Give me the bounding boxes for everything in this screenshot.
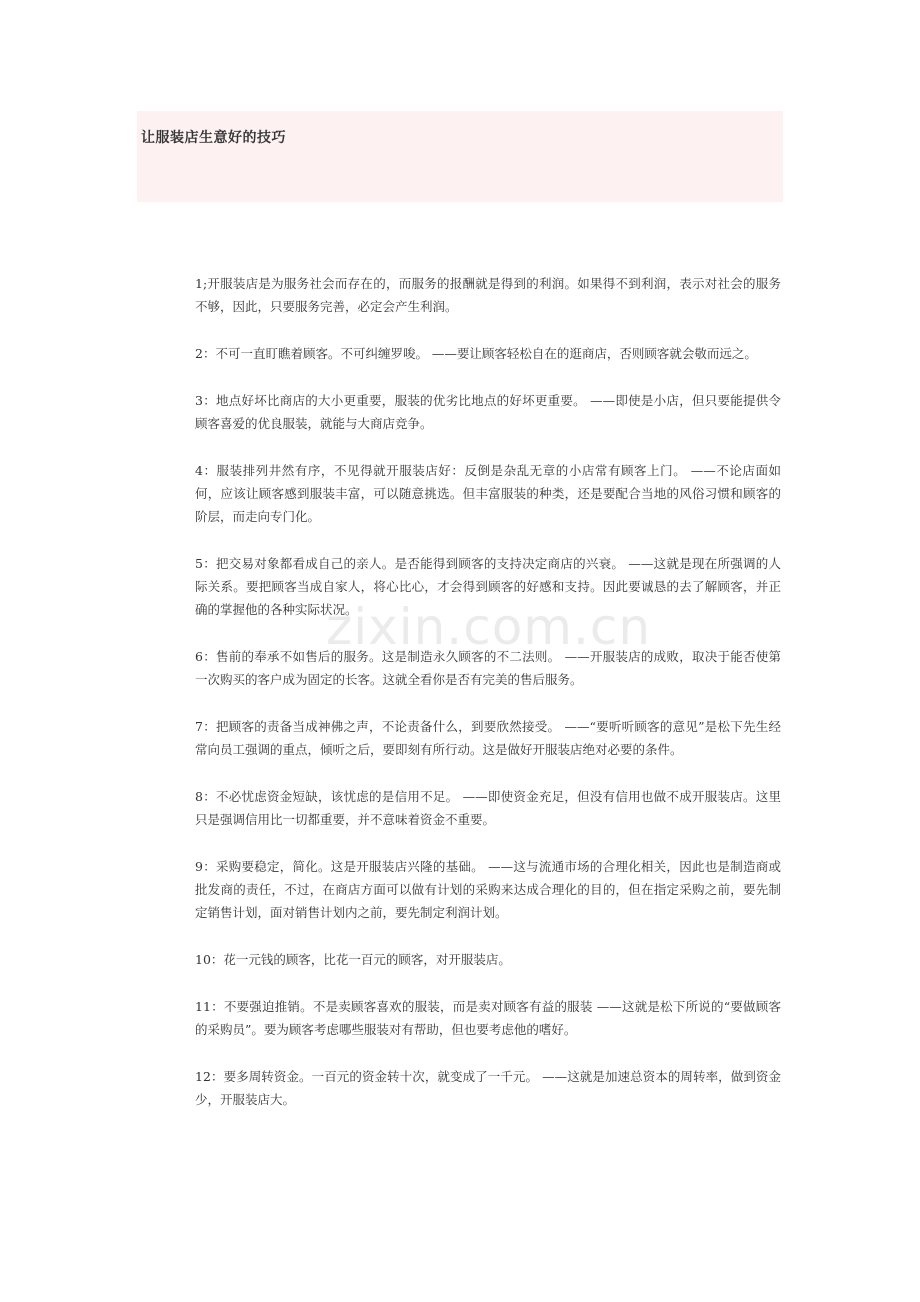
paragraph-4: 4：服装排列井然有序，不见得就开服装店好：反倒是杂乱无章的小店常有顾客上门。 ——不论店面如何，应该让顾客感到服装丰富，可以随意挑选。但丰富服装的种类，还是要配合当地的风俗习惯和顾客的阶层，而走向专门化。 <box>195 463 781 524</box>
paragraph-6: 6：售前的奉承不如售后的服务。这是制造永久顾客的不二法则。 ——开服装店的成败，取决于能否使第一次购买的客户成为固定的长客。这就全看你是否有完美的售后服务。 <box>195 649 781 687</box>
page-title: 让服装店生意好的技巧 <box>141 130 286 146</box>
title-banner <box>137 111 783 202</box>
paragraph-7: 7：把顾客的责备当成神佛之声，不论责备什么，到要欣然接受。 ——“要听听顾客的意见”是松下先生经常向员工强调的重点，倾听之后，要即刻有所行动。这是做好开服装店绝对必要的条件。 <box>195 719 781 757</box>
watermark: zixin.com.cn <box>326 598 652 656</box>
paragraph-3: 3：地点好坏比商店的大小更重要，服装的优劣比地点的好坏更重要。 ——即使是小店，但只要能提供令顾客喜爱的优良服装，就能与大商店竞争。 <box>195 393 781 431</box>
paragraph-1: 1;开服装店是为服务社会而存在的，而服务的报酬就是得到的利润。如果得不到利润，表示对社会的服务不够，因此，只要服务完善，必定会产生利润。 <box>195 276 781 314</box>
paragraph-10: 10：花一元钱的顾客，比花一百元的顾客，对开服装店。 <box>195 952 511 967</box>
paragraph-11: 11：不要强迫推销。不是卖顾客喜欢的服装，而是卖对顾客有益的服装 ——这就是松下所说的“要做顾客的采购员”。要为顾客考虑哪些服装对有帮助，但也要考虑他的嗜好。 <box>195 999 781 1037</box>
paragraph-12: 12：要多周转资金。一百元的资金转十次，就变成了一千元。 ——这就是加速总资本的周转率，做到资金少，开服装店大。 <box>195 1069 781 1107</box>
paragraph-2: 2：不可一直盯瞧着顾客。不可纠缠罗唆。 ——要让顾客轻松自在的逛商店，否则顾客就会敬而远之。 <box>195 346 757 361</box>
paragraph-5: 5：把交易对象都看成自己的亲人。是否能得到顾客的支持决定商店的兴衰。 ——这就是现在所强调的人际关系。要把顾客当成自家人，将心比心，才会得到顾客的好感和支持。因此要诚恳的去了解顾客，并正确的掌握他的各种实际状况。 <box>195 556 781 617</box>
paragraph-9: 9：采购要稳定，简化。这是开服装店兴隆的基础。 ——这与流通市场的合理化相关，因此也是制造商或批发商的责任，不过，在商店方面可以做有计划的采购来达成合理化的目的，但在指定采购之前，要先制定销售计划，面对销售计划内之前，要先制定利润计划。 <box>195 859 781 920</box>
document-body <box>195 272 781 1135</box>
paragraph-8: 8：不必忧虑资金短缺，该忧虑的是信用不足。 ——即使资金充足，但没有信用也做不成开服装店。这里只是强调信用比一切都重要，并不意味着资金不重要。 <box>195 789 781 827</box>
